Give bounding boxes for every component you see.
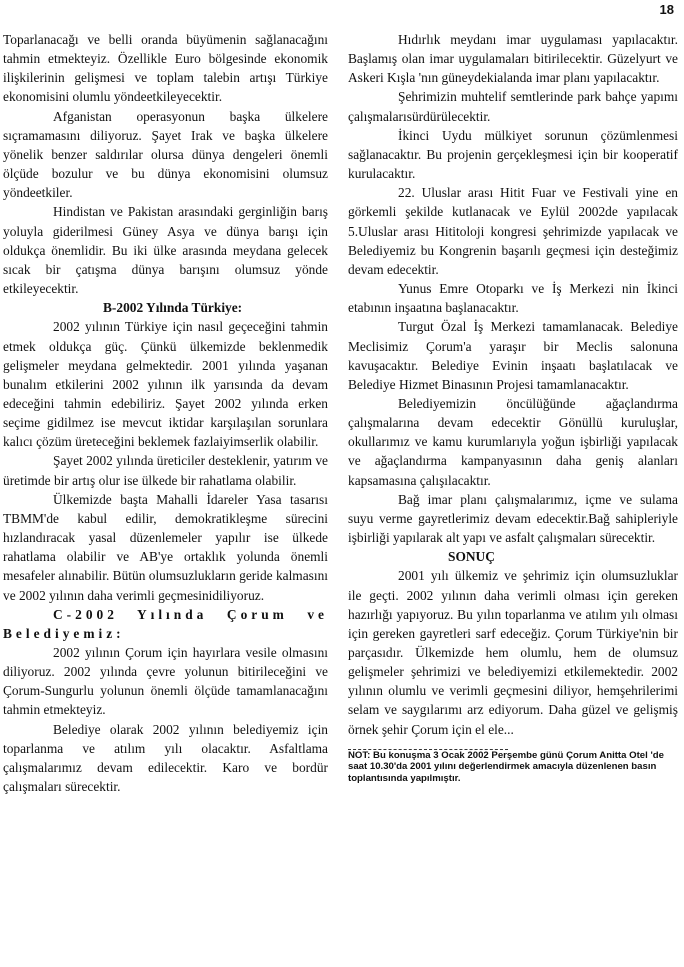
footnote: NOT: Bu konuşma 3 Ocak 2002 Perşembe günü Çorum Anitta Otel 'de saat 10.30'da 2001 yılını değerlendirmek amacıyla düzenlenen basın toplantısında yapılmıştır.	[348, 749, 664, 784]
paragraph: Şehrimizin muhtelif semtlerinde park bahçe yapımı çalışmalarısürdürülecektir.	[348, 89, 678, 124]
paragraph: Yunus Emre Otoparkı ve İş Merkezi nin İkinci etabının inşaatına başlanacaktır.	[348, 281, 678, 316]
section-heading-b: B-2002 Yılında Türkiye:	[103, 300, 243, 316]
paragraph: 2002 yılının Türkiye için nasıl geçeceğini tahmin etmek oldukça güç. Çünkü ülkemizde beklenmedik gelişmeler meydana gelmektedir. 2001 yılında yaşanan bunalım etkilerini 2002 yılının ilk yarısında da devam edeceğini tahmin edebiliriz. Şayet 2002 yılında erken seçime gidilmez ise mevcut iktidar karşılaşılan sorunlara kalıcı çözüm üreteceğini beklemek fazlaiyimserlik olabilir.	[3, 319, 328, 450]
paragraph: Şayet 2002 yılında üreticiler desteklenir, yatırım ve üretimde bir artış olur ise ülkede bir rahatlama olabilir.	[3, 453, 329, 488]
paragraph: İkinci Uydu mülkiyet sorunun çözümlenmesi sağlanacaktır. Bu projenin gerçekleşmesi için bir kooperatif kurulacaktır.	[348, 127, 678, 182]
paragraph: Ülkemizde başta Mahalli İdareler Yasa tasarısı TBMM'de kabul edilir, demokratikleşme sürecini hızlandıracak yasal düzenlemeler yapılır ise ülkede rahatlama olabilir ve AB'ye ortaklık yolunda önemli mesafeler alınabilir. Bütün olumsuzlukların geride kalmasını ve 2002 yılının daha verimli geçmesinidiliyoruz.	[3, 491, 329, 603]
paragraph: Belediyemizin öncülüğünde ağaçlandırma çalışmalarına devam edecektir Gönüllü kuruluşlar, okullarımız ve kamu kurumlarıyla yoğun işbirliği yapılacak ve ağaçlandırma kampanyasının daha geniş alanları kapsamasına çalışılacaktır.	[348, 395, 678, 488]
left-column	[3, 30, 328, 796]
paragraph: 2002 yılının Çorum için hayırlara vesile olmasını diliyoruz. 2002 yılında çevre yolunun bitirileceğini ve Çorum-Sungurlu yolunun önemli ölçüde tamamlanacağını tahmin etmekteyiz.	[3, 645, 328, 718]
paragraph: 22. Uluslar arası Hitit Fuar ve Festivali yine en görkemli şekilde kutlanacak ve Eylül 2002de yapılacak 5.Uluslar arası Hititoloji kongresi şehrimizde yapılacak ve Belediyemiz bu Kongrenin başarılı geçmesi için desteğimiz devam edecektir.	[348, 185, 678, 277]
section-heading-c: C-2002 Yılında Çorum ve Belediyemiz:	[3, 606, 328, 641]
paragraph: Bağ imar planı çalışmalarımız, içme ve sulama suyu verme gayretlerimiz devam edecektir.Bağ sahipleriyle işbirliği yapılarak alt yapı ve asfalt çalışmaları sürecektir.	[348, 491, 678, 546]
paragraph: Toparlanacağı ve belli oranda büyümenin sağlanacağını tahmin etmekteyiz. Özellikle Euro bölgesinde ekonomik ilişkilerinin gelişmesi ve toplam talebin artışı Türkiye ekonomisini olumlu yöndeetkileyecektir.	[3, 32, 328, 105]
paragraph: Hindistan ve Pakistan arasındaki gerginliğin barış yoluyla giderilmesi Güney Asya ve dünya barışı için oldukça önemlidir. Bu iki ülke arasında meydana gelecek sıcak bir çatışma dünya barışını olumsuz yönde etkileyecektir.	[3, 204, 328, 297]
paragraph: 2001 yılı ülkemiz ve şehrimiz için olumsuzluklar ile geçti. 2002 yılının daha verimli olması için gereken hazırlığı yapıyoruz. Bu yılın toparlanma ve atılım yılı olması için gereken gayretleri sarf edeceğiz. Çorum Türkiye'nin bir parçasıdır. Ülkemizde hem olumlu, hem de olumsuz gelişmeler şehrimizi ve belediyemizi etkilemektedir. 2002 yılının olumlu ve verimli geçmesini diliyor, hemşehrilerimi selam ve saygılarımı arz ediyorum. Daha güzel ve gelişmiş örnek şehir Çorum için el ele...	[348, 568, 678, 737]
paragraph: Turgut Özal İş Merkezi tamamlanacak. Belediye Meclisimiz Çorum'a yaraşır bir Meclis salonuna kavuşacaktır. Belediye Evinin inşaatı başlatılacak ve Belediye Hizmet Binasının Projesi tamamlanacaktır.	[348, 319, 678, 392]
paragraph: Afganistan operasyonun başka ülkelere sıçramamasını diliyoruz. Şayet Irak ve başka ülkelere yönelik benzer saldırılar olursa dünya dengeleri önemli ölçüde bozulur ve bu dünya ekonomisini olumsuz yöndeetkiler.	[3, 108, 328, 201]
paragraph: Hıdırlık meydanı imar uygulaması yapılacaktır. Başlamış olan imar uygulamaları bitirilecektir. Güzelyurt ve Askeri Kışla 'nın güneydekialanda imar planı yapılacaktır.	[348, 32, 678, 86]
right-column	[348, 30, 678, 785]
section-heading-sonuc: SONUÇ	[448, 549, 495, 565]
paragraph: Belediye olarak 2002 yılının belediyemiz için toparlanma ve atılım yılı olacaktır. Asfaltlama çalışmalarımız devam edilecektir. Karo ve bordür çalışmaları sürecektir.	[3, 721, 328, 795]
page-number: 18	[659, 2, 674, 17]
